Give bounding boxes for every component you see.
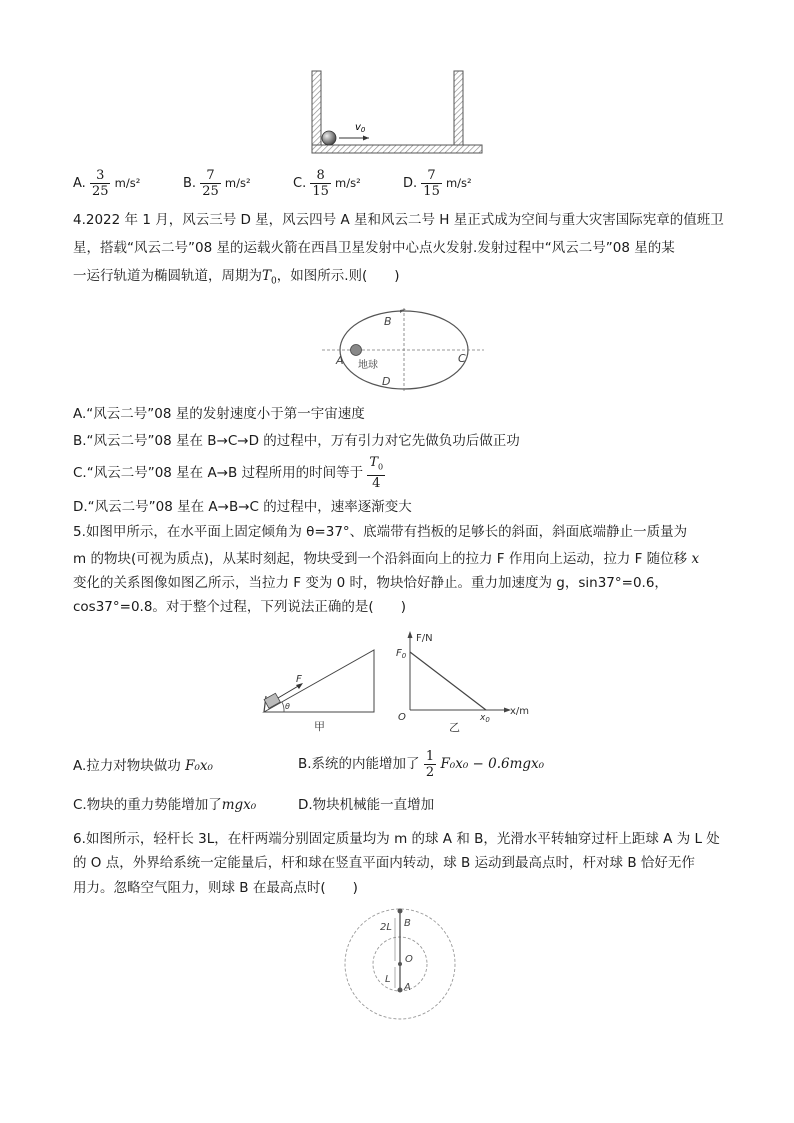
svg-text:B: B <box>384 315 392 328</box>
q4-option-c: C.“风云二号”08 星在 A→B 过程所用的时间等于 $\frac{T_0}{4}$ <box>73 455 384 491</box>
svg-text:x/m: x/m <box>510 706 530 717</box>
q6-stem-line3: 用力。忽略空气阻力，则球 B 在最高点时( ) <box>73 880 358 896</box>
q5-option-a: A.拉力对物块做功 F₀x₀ <box>73 758 213 774</box>
ball-b <box>398 909 403 914</box>
svg-text:θ: θ <box>285 702 290 711</box>
q5-option-d: D.物块机械能一直增加 <box>298 797 435 813</box>
pivot-o <box>398 962 402 966</box>
q4-stem-line1: 4.2022 年 1 月，风云三号 D 星，风云四号 A 星和风云二号 H 星正式成为空间与重大灾害国际宪章的值班卫 <box>73 212 724 228</box>
svg-text:F0: $F_0$ <box>396 648 407 660</box>
right-wall <box>454 71 463 145</box>
q5-stem-line1: 5.如图甲所示，在水平面上固定倾角为 θ=37°、底端带有挡板的足够长的斜面，斜面底端静止一质量为 <box>73 524 688 540</box>
svg-text:F: F <box>296 674 302 685</box>
ball-a <box>398 988 403 993</box>
svg-text:F/N: F/N <box>416 633 433 644</box>
q6-stem-line1: 6.如图所示，轻杆长 3L，在杆两端分别固定质量均为 m 的球 A 和 B，光滑水平转轴穿过杆上距球 A 为 L 处 <box>73 831 720 847</box>
incline <box>264 650 374 712</box>
svg-text:地球: 地球 <box>358 360 378 371</box>
svg-text:甲: 甲 <box>314 720 325 733</box>
q5-stem-line4: cos37°=0.8。对于整个过程，下列说法正确的是( ) <box>73 599 406 615</box>
svg-text:A: A <box>404 982 411 993</box>
svg-text:x0: $x_0$ <box>480 713 490 724</box>
ball <box>322 131 336 145</box>
svg-text:2L: 2L <box>380 922 392 933</box>
svg-text:O: O <box>405 954 413 965</box>
earth <box>351 345 362 356</box>
q4-stem-line2: 星，搭载“风云二号”08 星的运载火箭在西昌卫星发射中心点火发射.发射过程中“风云二号”08 星的某 <box>73 240 675 256</box>
q4-option-b: B.“风云二号”08 星在 B→C→D 的过程中，万有引力对它先做负功后做正功 <box>73 433 520 449</box>
svg-text:B: B <box>404 918 411 929</box>
f-x-line <box>410 652 486 710</box>
left-wall <box>312 71 321 145</box>
svg-text:L: L <box>385 974 391 985</box>
q5-figure-yi <box>394 628 544 736</box>
q4-orbit-figure <box>318 300 488 392</box>
q4-option-d: D.“风云二号”08 星在 A→B→C 的过程中，速率逐渐变大 <box>73 499 412 515</box>
q5-stem-line3: 变化的关系图像如图乙所示，当拉力 F 变为 0 时，物块恰好静止。重力加速度为 g，sin37°=0.6， <box>73 575 668 591</box>
svg-text:乙: 乙 <box>449 721 460 734</box>
q3-option-c: C. $\frac{8}{15}$ m/s² <box>293 168 361 199</box>
q4-option-a: A.“风云二号”08 星的发射速度小于第一宇宙速度 <box>73 406 365 422</box>
q3-figure <box>305 66 485 158</box>
svg-text:O: O <box>398 712 406 723</box>
q5-option-c: C.物块的重力势能增加了mgx₀ <box>73 797 257 813</box>
q3-option-a: A. $\frac{3}{25}$ m/s² <box>73 168 141 199</box>
q4-stem-line3: 一运行轨道为椭圆轨道，周期为$T_0$，如图所示.则( ) <box>73 268 400 287</box>
q5-figure-jia <box>256 644 382 734</box>
svg-text:D: D <box>382 375 391 388</box>
q6-stem-line2: 的 O 点，外界给系统一定能量后，杆和球在竖直平面内转动，球 B 运动到最高点时，杆对球 B 恰好无作 <box>73 855 695 871</box>
q6-rotation-figure <box>340 904 460 1024</box>
svg-text:A: A <box>336 354 344 367</box>
q5-option-b: B.系统的内能增加了 $\frac{1}{2}$ F₀x₀ − 0.6mgx₀ <box>298 748 545 780</box>
svg-text:C: C <box>458 352 466 365</box>
floor <box>312 145 482 153</box>
q3-option-b: B. $\frac{7}{25}$ m/s² <box>183 168 251 199</box>
q5-stem-line2: m 的物块(可视为质点)，从某时刻起，物块受到一个沿斜面向上的拉力 F 作用向上运动，拉力 F 随位移 x <box>73 551 700 567</box>
v0-label: $v_0$ <box>355 122 366 134</box>
q3-option-d: D. $\frac{7}{15}$ m/s² <box>403 168 472 199</box>
